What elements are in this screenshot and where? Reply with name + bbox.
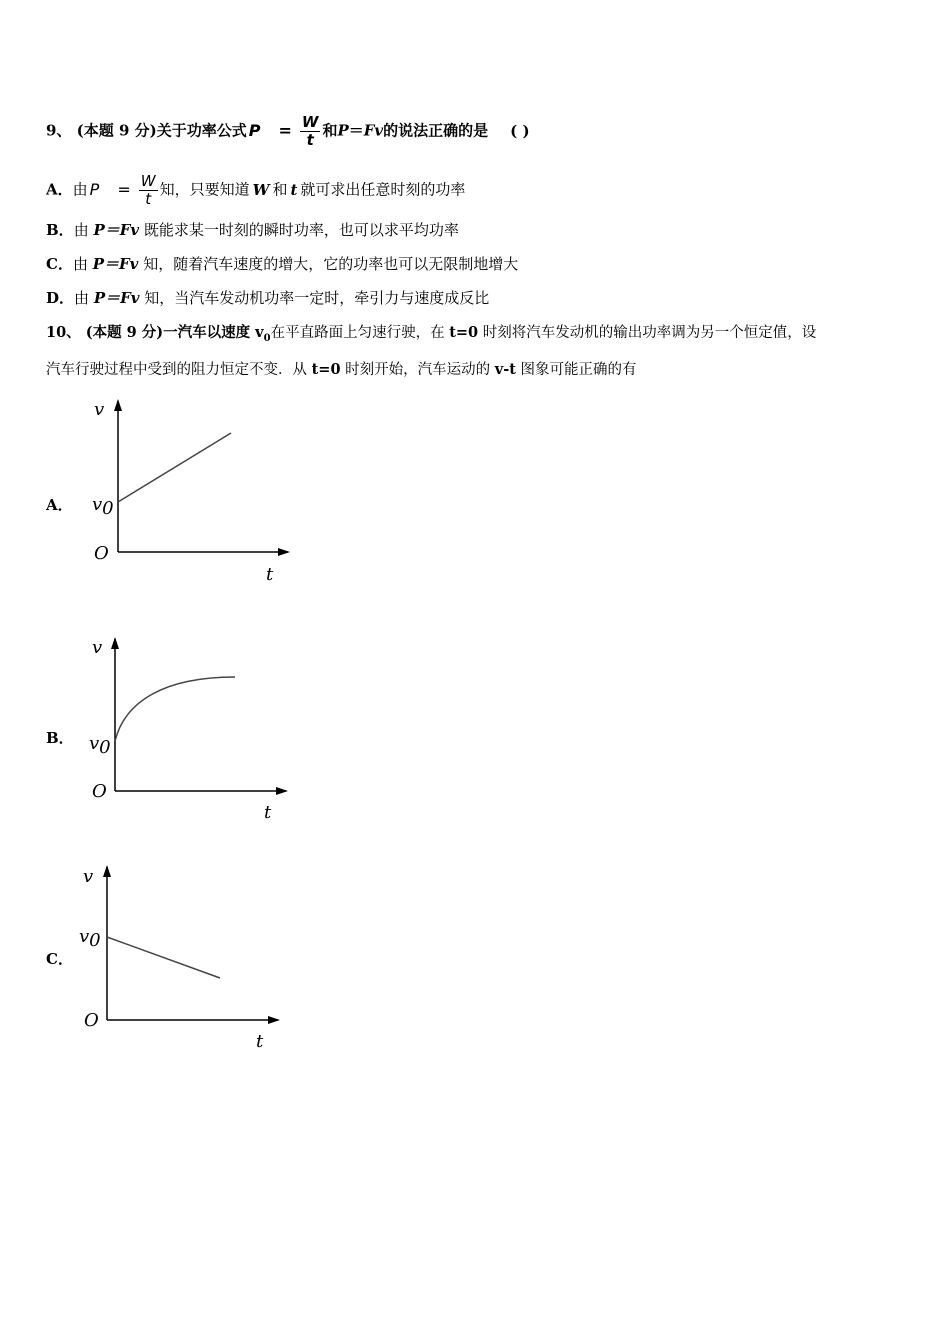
graph-c-curve [107, 937, 220, 978]
graph-a-curve [118, 433, 231, 502]
q10-vt: v-t [494, 361, 516, 378]
q9-pfv-fv: Fv [363, 121, 384, 140]
option-b-formula: P＝Fv [93, 221, 140, 239]
option-a-formula-p: P [89, 179, 100, 199]
option-a-post: 就可求出任意时刻的功率 [300, 180, 466, 199]
graph-c-v0-sub: 0 [89, 930, 101, 951]
option-c-pre: 由 [72, 255, 88, 273]
q10-line2-b: 时刻开始，汽车运动的 [340, 362, 495, 378]
graph-a-origin: O [94, 543, 109, 564]
formula-numerator: W [301, 113, 319, 131]
q10-line1-a: 在平直路面上匀速行驶，在 [270, 325, 450, 341]
graph-b-label: B． [46, 729, 74, 747]
option-c-formula: P＝Fv [92, 255, 139, 273]
q10-line2 [46, 360, 637, 380]
option-a-mid: 知，只要知道 [159, 180, 250, 199]
option-a-fraction [139, 173, 158, 208]
graph-b-v0-v: v [89, 733, 100, 754]
q9-pfv-p: P [337, 121, 349, 140]
option-c-label: C． [46, 255, 73, 273]
graph-c-x-label: t [256, 1031, 264, 1052]
graph-c [76, 862, 336, 1062]
q9-option-c [46, 254, 518, 274]
q9-option-a [46, 173, 465, 208]
q10-line1 [46, 323, 816, 349]
formula-p: P [248, 120, 261, 140]
q10-t0-a: t=0 [449, 324, 479, 341]
q10-line2-c: 图象可能正确的有 [515, 362, 637, 378]
graph-a-y-label: v [94, 399, 105, 420]
graph-b-curve [115, 677, 235, 741]
option-a-and: 和 [272, 180, 288, 199]
graph-a-v0-v: v [92, 494, 103, 515]
graph-c-label: C． [46, 950, 73, 968]
graph-a-label: A． [46, 496, 73, 514]
option-a-label: A． [46, 180, 73, 199]
graph-a-v0 [92, 494, 114, 519]
graph-c-v0-v: v [79, 926, 90, 947]
option-b-post: 既能求某一时刻的瞬时功率，也可以求平均功率 [143, 221, 459, 239]
option-b-label: B． [46, 221, 74, 239]
option-a-denominator: t [145, 190, 152, 208]
graph-a-x-label: t [266, 564, 274, 585]
q9-stem [46, 114, 530, 149]
graph-b-v0-sub: 0 [99, 737, 111, 758]
q9-pfv-eq: ＝ [348, 121, 364, 140]
graph-c-origin: O [84, 1010, 99, 1031]
q10-prefix: 10、 (本题 9 分)一汽车以速度 v [46, 324, 264, 341]
option-d-formula: P＝Fv [93, 289, 140, 307]
graph-a [80, 395, 340, 595]
formula-fraction [300, 114, 321, 149]
graph-c-v0 [79, 926, 101, 951]
option-a-formula-eq: = [117, 179, 131, 199]
formula-eq: = [278, 120, 292, 140]
q9-option-d [46, 288, 489, 308]
graph-c-y-label: v [83, 866, 94, 887]
graph-b-origin: O [92, 781, 107, 802]
q9-and: 和 [322, 121, 338, 140]
graph-b-x-label: t [264, 802, 272, 823]
q10-t0-b: t=0 [311, 361, 341, 378]
q9-paren: ( ) [510, 121, 530, 140]
option-a-numerator: W [140, 172, 156, 190]
q10-line1-b: 时刻将汽车发动机的输出功率调为另一个恒定值，设 [478, 325, 817, 341]
option-a-w: W [252, 180, 270, 199]
option-c-post: 知，随着汽车速度的增大，它的功率也可以无限制地增大 [143, 255, 519, 273]
graph-b-v0 [89, 733, 111, 758]
q10-v0-sub: 0 [263, 332, 271, 344]
option-b-pre: 由 [73, 221, 89, 239]
option-d-pre: 由 [74, 289, 90, 307]
q9-option-b [46, 220, 459, 240]
graph-a-v0-sub: 0 [102, 498, 114, 519]
q9-suffix: 的说法正确的是 [383, 121, 489, 140]
q10-line2-a: 汽车行驶过程中受到的阻力恒定不变．从 [46, 362, 312, 378]
option-a-t: t [290, 180, 298, 199]
option-a-pre: 由 [72, 180, 88, 199]
q9-prefix: 9、 (本题 9 分)关于功率公式 [46, 121, 247, 140]
graph-b [80, 633, 340, 833]
option-d-post: 知，当汽车发动机功率一定时，牵引力与速度成反比 [144, 289, 490, 307]
option-d-label: D． [46, 289, 75, 307]
formula-denominator: t [306, 131, 314, 149]
graph-b-y-label: v [92, 637, 103, 658]
